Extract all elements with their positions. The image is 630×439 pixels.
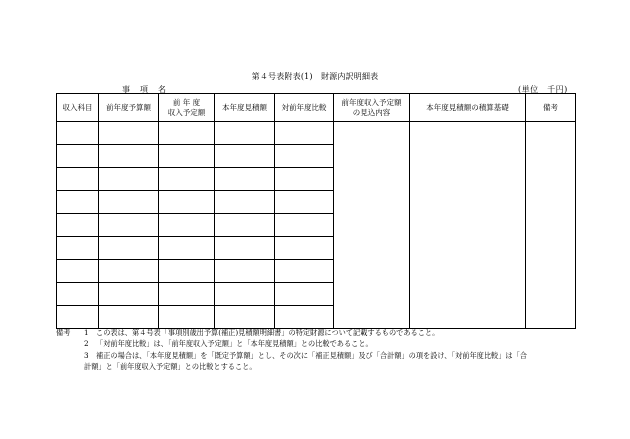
cell-yoy-comparison[interactable]: [275, 237, 334, 260]
cell-prev-planned-revenue[interactable]: [159, 168, 215, 191]
cell-revenue-item[interactable]: [57, 214, 99, 237]
note-item: [56, 338, 586, 349]
header-prev-planned-outlook-line1: 前年度収入予定額: [341, 97, 402, 107]
financial-breakdown-table: [56, 93, 576, 329]
header-prev-budget: 前年度予算額: [99, 94, 159, 122]
cell-prev-budget[interactable]: [99, 122, 159, 145]
unit-label: (単位 千円): [518, 85, 568, 94]
cell-current-estimate[interactable]: [215, 191, 275, 214]
note-item: [56, 350, 586, 361]
header-prev-planned-revenue: [159, 94, 215, 122]
cell-revenue-item[interactable]: [57, 145, 99, 168]
cell-prev-budget[interactable]: [99, 145, 159, 168]
cell-yoy-comparison[interactable]: [275, 168, 334, 191]
header-current-estimate: 本年度見積額: [215, 94, 275, 122]
cell-current-estimate[interactable]: [215, 283, 275, 306]
header-remarks: 備考: [526, 94, 576, 122]
cell-current-estimate[interactable]: [215, 214, 275, 237]
cell-revenue-item[interactable]: [57, 168, 99, 191]
cell-yoy-comparison[interactable]: [275, 260, 334, 283]
cell-prev-budget[interactable]: [99, 237, 159, 260]
table-row: [57, 122, 576, 145]
cell-yoy-comparison[interactable]: [275, 283, 334, 306]
item-name-label: 事 項 名: [122, 85, 167, 94]
notes-heading: 備考: [56, 328, 71, 337]
cell-current-estimate[interactable]: [215, 168, 275, 191]
cell-prev-planned-revenue[interactable]: [159, 306, 215, 329]
header-row: [57, 94, 576, 122]
cell-prev-budget[interactable]: [99, 168, 159, 191]
cell-revenue-item[interactable]: [57, 260, 99, 283]
cell-revenue-item[interactable]: [57, 306, 99, 329]
notes-section: [56, 327, 586, 372]
page-title: 第４号表附表(1) 財源内訳明細表: [251, 72, 379, 81]
cell-yoy-comparison[interactable]: [275, 214, 334, 237]
header-yoy-comparison: 対前年度比較: [275, 94, 334, 122]
note-text: この表は、第４号表「事項別歳出予算(補正)見積額明細書」の特定財源について記載するものであること。: [96, 328, 440, 337]
note-number: 1: [84, 328, 89, 337]
note-text: 「対前年度比較」は、「前年度収入予定額」と「本年度見積額」との比較であること。: [96, 339, 373, 349]
note-item: [56, 327, 586, 338]
header-prev-planned-revenue-line1: 前 年 度: [172, 97, 201, 107]
cell-yoy-comparison[interactable]: [275, 145, 334, 168]
cell-prev-planned-revenue[interactable]: [159, 260, 215, 283]
cell-prev-budget[interactable]: [99, 214, 159, 237]
cell-prev-planned-revenue[interactable]: [159, 145, 215, 168]
cell-prev-planned-revenue[interactable]: [159, 191, 215, 214]
header-revenue-item: 収入科目: [57, 94, 99, 122]
cell-yoy-comparison[interactable]: [275, 306, 334, 329]
cell-revenue-item[interactable]: [57, 122, 99, 145]
cell-prev-budget[interactable]: [99, 191, 159, 214]
cell-current-estimate[interactable]: [215, 260, 275, 283]
header-prev-planned-revenue-line2: 収入予定額: [167, 107, 206, 117]
note-number: 2: [84, 339, 89, 349]
cell-prev-planned-revenue[interactable]: [159, 283, 215, 306]
cell-prev-planned-revenue[interactable]: [159, 122, 215, 145]
header-prev-planned-outlook: [334, 94, 410, 122]
cell-yoy-comparison[interactable]: [275, 122, 334, 145]
header-estimate-basis: 本年度見積額の積算基礎: [410, 94, 526, 122]
cell-prev-budget[interactable]: [99, 260, 159, 283]
note-number: 3: [84, 350, 89, 360]
cell-prev-budget[interactable]: [99, 283, 159, 306]
cell-prev-planned-revenue[interactable]: [159, 237, 215, 260]
cell-estimate-basis[interactable]: [410, 122, 526, 329]
cell-current-estimate[interactable]: [215, 145, 275, 168]
cell-yoy-comparison[interactable]: [275, 191, 334, 214]
cell-current-estimate[interactable]: [215, 306, 275, 329]
cell-current-estimate[interactable]: [215, 122, 275, 145]
cell-revenue-item[interactable]: [57, 237, 99, 260]
cell-revenue-item[interactable]: [57, 191, 99, 214]
header-prev-planned-outlook-line2: の見込内容: [352, 107, 391, 117]
cell-prev-planned-revenue[interactable]: [159, 214, 215, 237]
note-text: 補正の場合は、「本年度見積額」を「既定予算額」とし、その次に「補正見積額」及び「合計額」の項を設け、「対前年度比較」は「合: [96, 350, 527, 360]
cell-prev-planned-outlook[interactable]: [334, 122, 410, 329]
cell-current-estimate[interactable]: [215, 237, 275, 260]
cell-revenue-item[interactable]: [57, 283, 99, 306]
cell-remarks[interactable]: [526, 122, 576, 329]
cell-prev-budget[interactable]: [99, 306, 159, 329]
note-continuation: 計額」と「前年度収入予定額」との比較とすること。: [84, 361, 257, 371]
